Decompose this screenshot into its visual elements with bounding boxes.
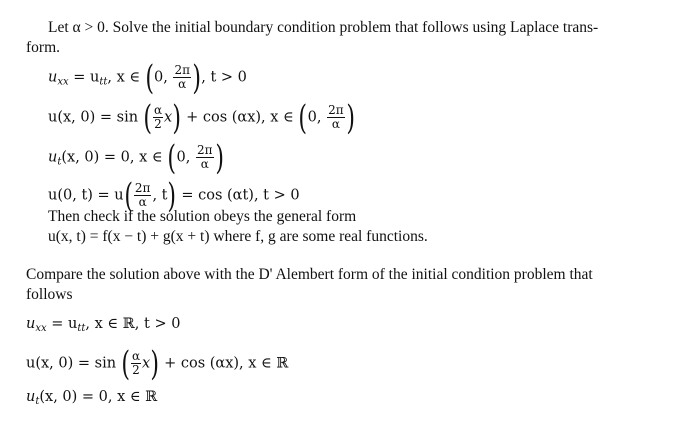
problem1-intro-line2: form. — [26, 39, 61, 56]
problem1-intro-line1: Let α > 0. Solve the initial boundary condition problem that follows using Laplace trans- — [48, 19, 599, 36]
problem2-equation-wave: $u_{xx} = u_{tt}$, x ∈ ℝ, t > 0 — [26, 316, 181, 334]
fraction-2pi-over-alpha: $\frac{2\pi}{\alpha}$ — [174, 63, 190, 91]
problem1-equation-boundary: u(0, t) = u( $\frac{2\pi}{\alpha}$ , t) = cos (αt), t > 0 — [48, 175, 300, 216]
problem1-equation-initial-displacement: u(x, 0) = sin ( $\frac{\alpha}{2}$ x) + cos (αx), x ∈ (0, $\frac{2\pi}{\alpha}$ ) — [48, 97, 355, 138]
problem1-equation-initial-velocity: $u_t(x$, 0) = 0, x ∈ (0, $\frac{2\pi}{\alpha}$ ) — [48, 137, 224, 178]
general-form-equation: u(x, t) = f(x − t) + g(x + t) — [48, 228, 210, 245]
problem2-equation-initial-displacement: u(x, 0) = sin ( $\frac{\alpha}{2}$ x) + cos (αx), x ∈ ℝ — [26, 343, 289, 384]
problem2-equation-initial-velocity: $u_t(x$, 0) = 0, x ∈ ℝ — [26, 389, 158, 407]
problem2-intro-line1: Compare the solution above with the D' Alembert form of the initial condition problem that — [26, 266, 593, 283]
problem1-equation-wave: $u_{xx} = u_{tt}$, x ∈ (0, $\frac{2\pi}{\alpha}$ ), t > 0 — [48, 57, 247, 98]
problem1-check-line1: Then check if the solution obeys the general form — [48, 208, 357, 225]
problem2-intro-line2: follows — [26, 286, 73, 303]
problem1-check-line2: u(x, t) = f(x − t) + g(x + t) where f, g are some real functions. — [48, 228, 428, 245]
